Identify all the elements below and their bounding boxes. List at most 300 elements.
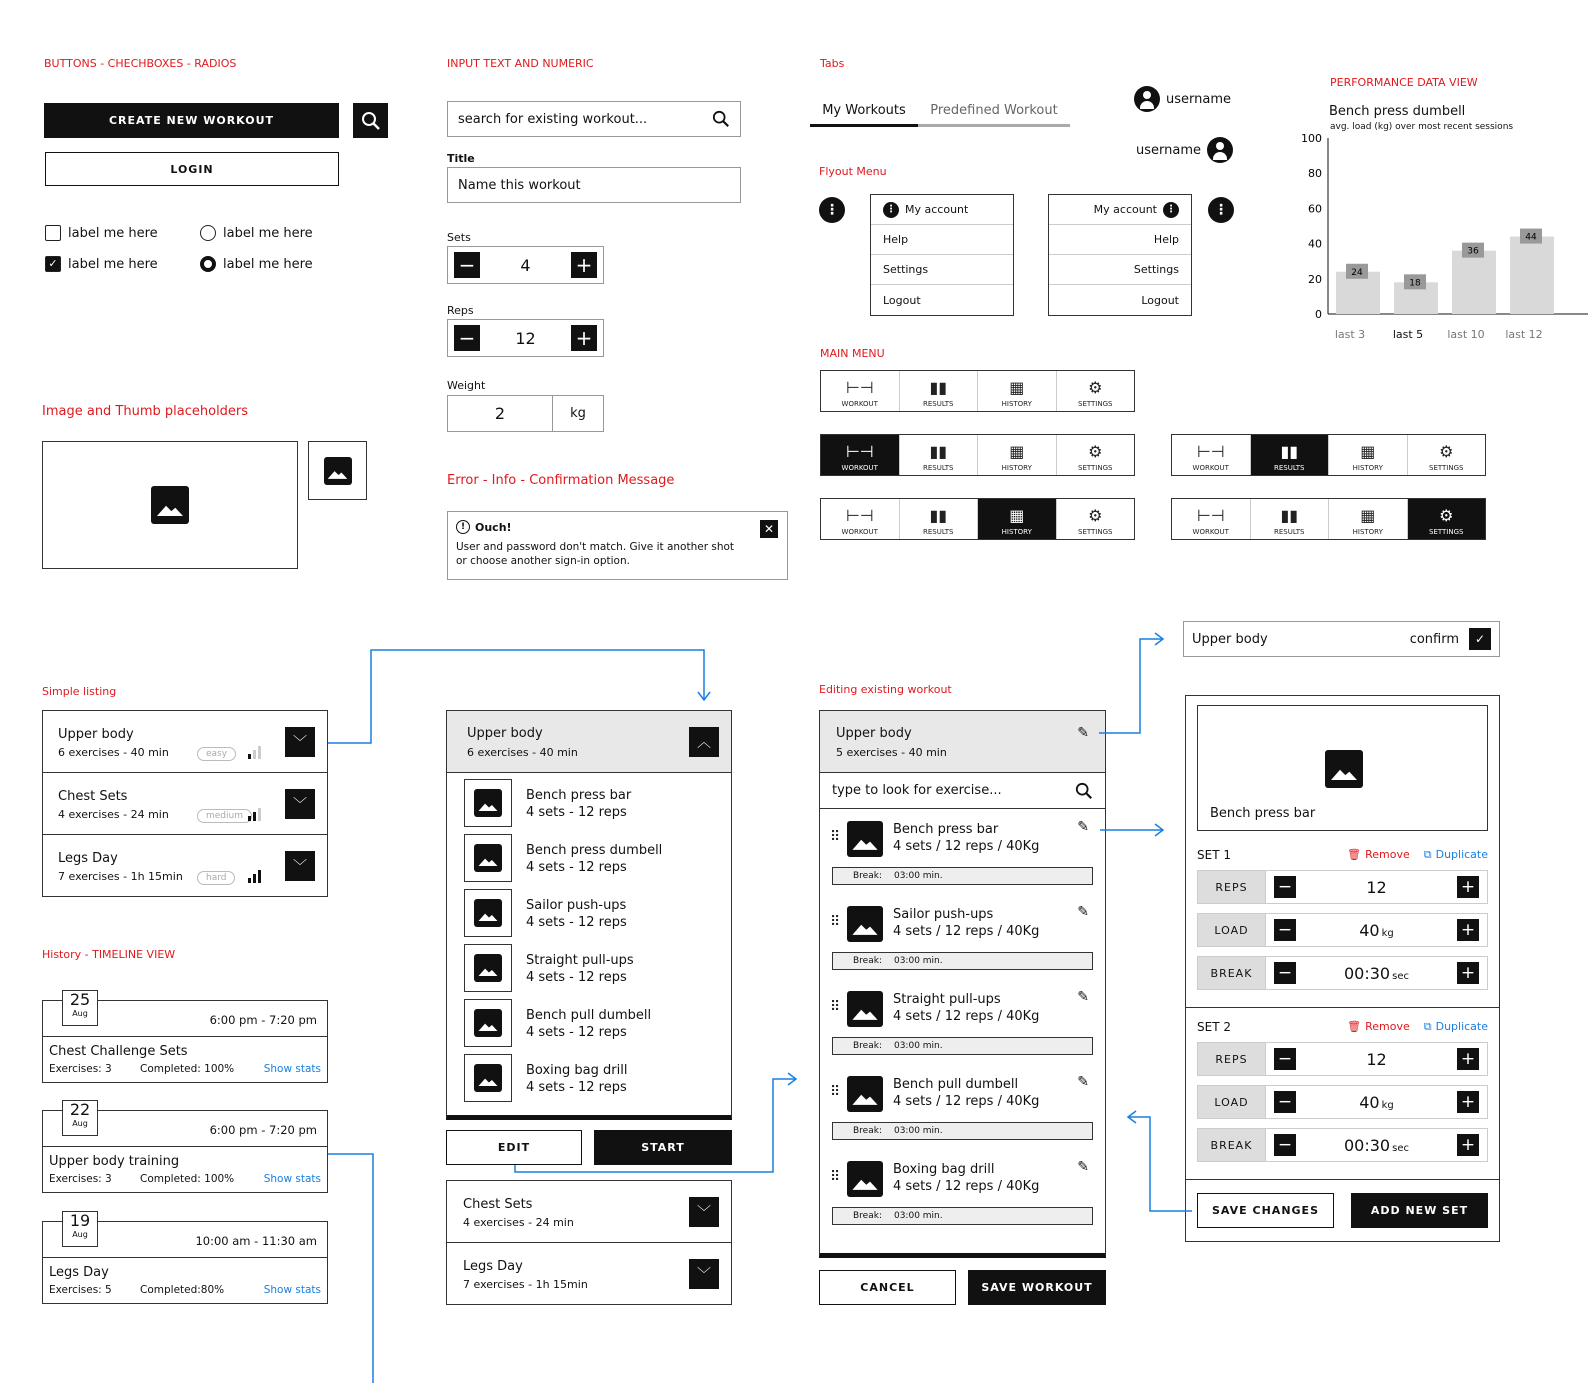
edit-exercise-item bbox=[820, 979, 1105, 1064]
section-label-simple-listing: Simple listing bbox=[42, 685, 117, 698]
reps-stepper[interactable] bbox=[1197, 1042, 1488, 1076]
user-chip-right[interactable] bbox=[1136, 137, 1233, 163]
exercise-thumb bbox=[464, 944, 512, 992]
pencil-icon[interactable]: ✎ bbox=[1077, 819, 1089, 835]
reps-value: 12 bbox=[1366, 877, 1387, 897]
edit-header bbox=[820, 711, 1105, 773]
sets-stepper[interactable] bbox=[447, 246, 604, 284]
exercise-name: Bench press bar bbox=[1210, 806, 1316, 821]
break-value: 00:30 bbox=[1344, 1135, 1391, 1155]
search-button[interactable] bbox=[353, 103, 388, 138]
completion: Completed:80% bbox=[140, 1284, 225, 1296]
pencil-icon[interactable]: ✎ bbox=[1077, 904, 1089, 920]
date-month: Aug bbox=[72, 1230, 88, 1239]
break-bar[interactable] bbox=[832, 1207, 1093, 1225]
search-input[interactable] bbox=[447, 101, 741, 137]
workout-title: Upper body bbox=[58, 727, 134, 742]
exercise-name: Boxing bag drill bbox=[526, 1063, 628, 1078]
calendar-date bbox=[62, 990, 98, 1026]
plus-button[interactable]: + bbox=[1457, 1048, 1479, 1070]
main-menu-results-active bbox=[1171, 434, 1486, 476]
exercise-thumb bbox=[464, 889, 512, 937]
radio-selected[interactable] bbox=[200, 256, 313, 272]
exercise-thumb bbox=[464, 834, 512, 882]
duplicate-button[interactable] bbox=[1424, 848, 1488, 862]
exercise-item[interactable] bbox=[447, 1048, 731, 1103]
workout-meta: 4 exercises - 24 min bbox=[463, 1216, 574, 1229]
plus-button[interactable]: + bbox=[1457, 1134, 1479, 1156]
menu-results[interactable]: ▮▮ RESULTS bbox=[900, 435, 979, 475]
menu-workout[interactable]: ⊢⊣ WORKOUT bbox=[821, 435, 900, 475]
alert-icon: ! bbox=[456, 520, 470, 534]
calendar-icon: ▦ bbox=[1360, 442, 1376, 461]
plus-button[interactable]: + bbox=[1457, 919, 1479, 941]
gear-icon: ⚙ bbox=[1088, 442, 1103, 461]
y-tick-label: 100 bbox=[1301, 132, 1322, 145]
exercise-item[interactable] bbox=[447, 773, 731, 828]
minus-button[interactable]: − bbox=[1274, 919, 1296, 941]
show-stats-link[interactable]: Show stats bbox=[263, 1284, 321, 1296]
load-unit: kg bbox=[1381, 927, 1394, 939]
plus-button[interactable]: + bbox=[1457, 876, 1479, 898]
image-icon bbox=[151, 486, 189, 524]
sets-label: Sets bbox=[447, 231, 471, 244]
dumbbell-icon: ⊢⊣ bbox=[845, 506, 874, 525]
list-item[interactable] bbox=[43, 711, 327, 773]
image-icon bbox=[847, 906, 883, 942]
checkbox-label: label me here bbox=[68, 256, 158, 272]
search-input-text: search for existing workout... bbox=[458, 111, 648, 127]
y-tick-label: 20 bbox=[1308, 272, 1322, 286]
remove-button[interactable] bbox=[1347, 848, 1410, 862]
exercise-meta: 4 sets - 12 reps bbox=[526, 805, 627, 820]
exercise-search-text: type to look for exercise... bbox=[832, 783, 1002, 798]
calendar-date bbox=[62, 1211, 98, 1247]
chart-subtitle: avg. load (kg) over most recent sessions bbox=[1330, 122, 1514, 132]
menu-settings[interactable]: ⚙ SETTINGS bbox=[1078, 442, 1113, 472]
exercise-thumb bbox=[464, 1054, 512, 1102]
break-value: 00:30 bbox=[1344, 963, 1391, 983]
exercise-thumb bbox=[464, 999, 512, 1047]
menu-settings[interactable]: ⚙ SETTINGS bbox=[1078, 378, 1113, 408]
history-entry bbox=[42, 1211, 328, 1304]
copy-icon: ⧉ bbox=[1423, 848, 1432, 861]
show-stats-link[interactable]: Show stats bbox=[263, 1063, 321, 1075]
minus-button[interactable]: − bbox=[1274, 1048, 1296, 1070]
flyout-menu-left bbox=[870, 194, 1014, 316]
drag-handle-icon[interactable]: ⠿ bbox=[830, 829, 839, 845]
exercise-meta: 4 sets - 12 reps bbox=[526, 1025, 627, 1040]
trash-icon: 🗑 bbox=[1347, 1020, 1362, 1033]
reps-label: Reps bbox=[447, 304, 474, 317]
y-tick-label: 60 bbox=[1308, 202, 1322, 216]
break-label: Break: bbox=[853, 1126, 882, 1136]
weight-value: 2 bbox=[448, 396, 553, 431]
menu-workout[interactable]: ⊢⊣ WORKOUT bbox=[1172, 499, 1251, 539]
flyout-account[interactable] bbox=[871, 195, 1013, 225]
duplicate-label: Duplicate bbox=[1435, 1020, 1488, 1033]
pencil-icon[interactable]: ✎ bbox=[1077, 989, 1089, 1005]
close-icon[interactable]: ✕ bbox=[760, 520, 778, 538]
plus-button[interactable]: + bbox=[571, 325, 597, 351]
gear-icon: ⚙ bbox=[1088, 378, 1103, 397]
break-value: 03:00 min. bbox=[893, 1211, 943, 1221]
set-label: SET 2 bbox=[1197, 1020, 1231, 1034]
exercise-name: Straight pull-ups bbox=[893, 992, 1001, 1007]
message-body: User and password don't match. Give it another shot or choose another sign-in option. bbox=[456, 541, 735, 567]
exercise-count: Exercises: 5 bbox=[49, 1284, 112, 1296]
exercise-name: Bench pull dumbell bbox=[526, 1008, 652, 1023]
edit-button[interactable]: EDIT bbox=[446, 1130, 582, 1165]
history-entry bbox=[42, 990, 328, 1083]
divider bbox=[43, 1257, 327, 1258]
reps-stepper[interactable] bbox=[1197, 870, 1488, 904]
exercise-item[interactable] bbox=[447, 938, 731, 993]
calendar-icon: ▦ bbox=[1009, 442, 1025, 461]
user-chip-left[interactable] bbox=[1134, 86, 1231, 112]
menu-history[interactable]: ▦ HISTORY bbox=[1329, 499, 1408, 539]
exercise-item[interactable] bbox=[447, 993, 731, 1048]
signal-icon bbox=[248, 807, 261, 821]
reps-label: REPS bbox=[1198, 871, 1266, 903]
break-bar[interactable] bbox=[832, 1037, 1093, 1055]
image-icon bbox=[847, 1161, 883, 1197]
list-item[interactable] bbox=[43, 835, 327, 897]
set-header bbox=[1197, 846, 1488, 864]
rename-input[interactable] bbox=[1183, 621, 1500, 657]
chevron-down-icon[interactable]: ﹀ bbox=[285, 789, 315, 819]
title-input[interactable] bbox=[447, 167, 741, 203]
flyout-menu-right bbox=[1048, 194, 1192, 316]
data-label: 44 bbox=[1525, 232, 1537, 243]
session-time: 6:00 pm - 7:20 pm bbox=[209, 1123, 317, 1137]
checkmark-icon: ✓ bbox=[45, 256, 61, 272]
difficulty-badge: easy bbox=[197, 747, 236, 761]
weight-input[interactable] bbox=[447, 395, 604, 432]
workout-title: Chest Sets bbox=[58, 789, 128, 804]
session-title: Upper body training bbox=[49, 1154, 180, 1169]
radio-circle bbox=[200, 225, 216, 241]
workout-meta: 6 exercises - 40 min bbox=[467, 746, 578, 759]
minus-button[interactable]: − bbox=[454, 252, 480, 278]
break-label: BREAK bbox=[1198, 957, 1266, 989]
load-label: LOAD bbox=[1198, 914, 1266, 946]
checkbox-checked[interactable] bbox=[45, 256, 158, 272]
signal-icon bbox=[248, 745, 261, 759]
workout-title: Chest Sets bbox=[463, 1197, 533, 1212]
image-icon bbox=[1325, 750, 1363, 788]
x-tick-label: last 5 bbox=[1392, 328, 1424, 341]
load-value: 40 bbox=[1359, 920, 1380, 940]
dumbbell-icon: ⊢⊣ bbox=[845, 378, 874, 397]
date-month: Aug bbox=[72, 1119, 88, 1128]
reps-value: 12 bbox=[515, 328, 536, 348]
drag-handle-icon[interactable]: ⠿ bbox=[830, 999, 839, 1015]
bar bbox=[1510, 237, 1554, 314]
tab-predefined-workout[interactable]: Predefined Workout bbox=[930, 103, 1058, 118]
bar bbox=[1452, 251, 1496, 314]
edit-exercise-list bbox=[820, 809, 1105, 1234]
calendar-icon: ▦ bbox=[1009, 378, 1025, 397]
search-icon bbox=[1075, 782, 1093, 800]
workout-title: Legs Day bbox=[463, 1259, 523, 1274]
load-label: LOAD bbox=[1198, 1086, 1266, 1118]
chevron-down-icon[interactable]: ﹀ bbox=[689, 1259, 719, 1289]
minus-button[interactable]: − bbox=[1274, 1091, 1296, 1113]
y-tick-label: 80 bbox=[1308, 167, 1322, 181]
section-label-images: Image and Thumb placeholders bbox=[42, 404, 249, 419]
expanded-header[interactable] bbox=[447, 711, 731, 773]
image-icon bbox=[474, 1009, 502, 1037]
chevron-down-icon[interactable]: ﹀ bbox=[285, 727, 315, 757]
exercise-item[interactable] bbox=[447, 883, 731, 938]
session-time: 10:00 am - 11:30 am bbox=[195, 1234, 317, 1248]
flyout-logout[interactable]: Logout bbox=[1141, 293, 1179, 307]
flyout-settings[interactable]: Settings bbox=[1049, 255, 1191, 285]
radio-unselected[interactable] bbox=[200, 225, 313, 241]
section-label-flyout: Flyout Menu bbox=[819, 165, 887, 178]
break-label: Break: bbox=[853, 956, 882, 966]
calendar-date bbox=[62, 1100, 98, 1136]
drag-handle-icon[interactable]: ⠿ bbox=[830, 1084, 839, 1100]
break-unit: sec bbox=[1392, 970, 1409, 982]
break-stepper[interactable] bbox=[1197, 1128, 1488, 1162]
exercise-item[interactable] bbox=[447, 828, 731, 883]
exercise-meta: 4 sets / 12 reps / 40Kg bbox=[893, 924, 1040, 939]
duplicate-button[interactable] bbox=[1424, 1020, 1488, 1034]
menu-history[interactable]: ▦ HISTORY bbox=[1329, 435, 1408, 475]
reps-value: 12 bbox=[1366, 1049, 1387, 1069]
load-unit: kg bbox=[1381, 1099, 1394, 1111]
session-title: Legs Day bbox=[49, 1265, 109, 1280]
copy-icon: ⧉ bbox=[1423, 1020, 1432, 1033]
exercise-meta: 4 sets / 12 reps / 40Kg bbox=[893, 1094, 1040, 1109]
minus-button[interactable]: − bbox=[1274, 876, 1296, 898]
session-time: 6:00 pm - 7:20 pm bbox=[209, 1013, 317, 1027]
break-value: 03:00 min. bbox=[893, 871, 943, 881]
avatar-icon bbox=[1207, 137, 1233, 163]
weight-label: Weight bbox=[447, 379, 486, 392]
minus-button[interactable]: − bbox=[454, 325, 480, 351]
search-icon bbox=[712, 110, 730, 128]
edit-exercise-item bbox=[820, 1064, 1105, 1149]
image-icon bbox=[474, 954, 502, 982]
exercise-meta: 4 sets - 12 reps bbox=[526, 1080, 627, 1095]
flyout-account[interactable] bbox=[1049, 195, 1191, 225]
list-item[interactable] bbox=[447, 1243, 731, 1305]
divider bbox=[43, 1146, 327, 1147]
checkmark-icon[interactable]: ✓ bbox=[1469, 628, 1491, 650]
divider bbox=[43, 1036, 327, 1037]
expanded-workout bbox=[446, 710, 732, 1120]
load-value: 40 bbox=[1359, 1092, 1380, 1112]
menu-workout[interactable]: ⊢⊣ WORKOUT bbox=[821, 499, 900, 539]
divider bbox=[1186, 1179, 1499, 1180]
section-label-performance: PERFORMANCE DATA VIEW bbox=[1330, 76, 1478, 89]
menu-workout[interactable]: ⊢⊣ WORKOUT bbox=[821, 371, 900, 411]
thumb-placeholder bbox=[308, 441, 367, 500]
chevron-down-icon[interactable]: ﹀ bbox=[689, 1197, 719, 1227]
set-group bbox=[1197, 1018, 1488, 1162]
radio-label: label me here bbox=[223, 256, 313, 272]
show-stats-link[interactable]: Show stats bbox=[263, 1173, 321, 1185]
rename-value: Upper body bbox=[1192, 631, 1268, 647]
set-header bbox=[1197, 1018, 1488, 1036]
load-stepper[interactable] bbox=[1197, 1085, 1488, 1119]
exercise-meta: 4 sets - 12 reps bbox=[526, 860, 627, 875]
exercise-meta: 4 sets / 12 reps / 40Kg bbox=[893, 1009, 1040, 1024]
save-workout-button[interactable]: SAVE WORKOUT bbox=[968, 1270, 1106, 1305]
exercise-thumb bbox=[464, 779, 512, 827]
username: username bbox=[1166, 91, 1231, 107]
bar-chart-icon: ▮▮ bbox=[1280, 442, 1299, 461]
calendar-icon: ▦ bbox=[1009, 506, 1025, 525]
completion: Completed: 100% bbox=[140, 1063, 235, 1075]
exercise-image bbox=[1197, 705, 1488, 831]
bar-chart-icon: ▮▮ bbox=[1280, 506, 1299, 525]
workout-meta: 4 exercises - 24 min bbox=[58, 808, 169, 821]
break-unit: sec bbox=[1392, 1142, 1409, 1154]
checkbox-unchecked[interactable] bbox=[45, 225, 158, 241]
exercise-detail-panel bbox=[1185, 695, 1500, 1242]
session-title: Chest Challenge Sets bbox=[49, 1044, 188, 1059]
bar-chart-icon: ▮▮ bbox=[929, 506, 948, 525]
menu-results[interactable]: ▮▮ RESULTS bbox=[900, 371, 979, 411]
list-item[interactable] bbox=[43, 773, 327, 835]
remove-label: Remove bbox=[1365, 848, 1410, 861]
flyout-account-label: My account bbox=[905, 203, 969, 216]
exercise-name: Bench press dumbell bbox=[526, 843, 663, 858]
radio-circle bbox=[200, 256, 216, 272]
workout-meta: 5 exercises - 40 min bbox=[836, 746, 947, 759]
dumbbell-icon: ⊢⊣ bbox=[1196, 442, 1225, 461]
edit-exercise-item bbox=[820, 894, 1105, 979]
search-icon bbox=[361, 111, 381, 131]
title-label: Title bbox=[447, 152, 475, 165]
plus-button[interactable]: + bbox=[571, 252, 597, 278]
workout-title: Legs Day bbox=[58, 851, 118, 866]
history-entry bbox=[42, 1100, 328, 1193]
remove-button[interactable] bbox=[1347, 1020, 1410, 1034]
radio-label: label me here bbox=[223, 225, 313, 241]
flyout-settings[interactable]: Settings bbox=[871, 255, 1013, 285]
tab-my-workouts[interactable]: My Workouts bbox=[810, 103, 918, 127]
add-new-set-button[interactable]: ADD NEW SET bbox=[1351, 1193, 1488, 1228]
break-bar[interactable] bbox=[832, 1122, 1093, 1140]
weight-unit: kg bbox=[570, 406, 586, 421]
reps-stepper[interactable] bbox=[447, 319, 604, 357]
exercise-count: Exercises: 3 bbox=[49, 1063, 112, 1075]
exercise-name: Bench pull dumbell bbox=[893, 1077, 1019, 1092]
login-button[interactable]: LOGIN bbox=[45, 152, 339, 186]
break-stepper[interactable] bbox=[1197, 956, 1488, 990]
load-stepper[interactable] bbox=[1197, 913, 1488, 947]
break-bar[interactable] bbox=[832, 867, 1093, 885]
menu-results[interactable]: ▮▮ RESULTS bbox=[1251, 435, 1330, 475]
chevron-up-icon[interactable]: ︿ bbox=[689, 727, 719, 757]
start-button[interactable]: START bbox=[594, 1130, 732, 1165]
gear-icon: ⚙ bbox=[1088, 506, 1103, 525]
exercise-search-input[interactable] bbox=[820, 773, 1105, 809]
break-label: BREAK bbox=[1198, 1129, 1266, 1161]
plus-button[interactable]: + bbox=[1457, 1091, 1479, 1113]
error-message bbox=[447, 511, 788, 580]
drag-handle-icon[interactable]: ⠿ bbox=[830, 914, 839, 930]
flyout-logout[interactable]: Logout bbox=[883, 293, 921, 307]
workout-title: Upper body bbox=[836, 726, 912, 741]
menu-results[interactable]: ▮▮ RESULTS bbox=[900, 499, 979, 539]
exercise-meta: 4 sets / 12 reps / 40Kg bbox=[893, 839, 1040, 854]
cancel-button[interactable]: CANCEL bbox=[819, 1270, 956, 1305]
duplicate-label: Duplicate bbox=[1435, 848, 1488, 861]
menu-history[interactable]: ▦ HISTORY bbox=[978, 499, 1057, 539]
image-icon bbox=[324, 457, 352, 485]
workout-meta: 7 exercises - 1h 15min bbox=[58, 870, 183, 883]
chevron-down-icon[interactable]: ﹀ bbox=[285, 851, 315, 881]
menu-settings[interactable]: ⚙ SETTINGS bbox=[1408, 499, 1486, 539]
reps-label: REPS bbox=[1198, 1043, 1266, 1075]
workout-meta: 7 exercises - 1h 15min bbox=[463, 1278, 588, 1291]
save-changes-button[interactable]: SAVE CHANGES bbox=[1197, 1193, 1334, 1228]
chart-title: Bench press dumbell bbox=[1329, 104, 1466, 119]
break-value: 03:00 min. bbox=[893, 1041, 943, 1051]
pencil-icon[interactable]: ✎ bbox=[1077, 1074, 1089, 1090]
calendar-icon: ▦ bbox=[1360, 506, 1376, 525]
main-menu-settings-active bbox=[1171, 498, 1486, 540]
break-value: 03:00 min. bbox=[893, 956, 943, 966]
menu-results[interactable]: ▮▮ RESULTS bbox=[1251, 499, 1330, 539]
pencil-icon[interactable]: ✎ bbox=[1077, 725, 1089, 741]
menu-settings[interactable]: ⚙ SETTINGS bbox=[1429, 442, 1464, 472]
create-workout-button[interactable]: CREATE NEW WORKOUT bbox=[44, 103, 339, 138]
break-bar[interactable] bbox=[832, 952, 1093, 970]
data-label: 36 bbox=[1467, 246, 1479, 257]
menu-workout[interactable]: ⊢⊣ WORKOUT bbox=[1172, 435, 1251, 475]
gear-icon: ⚙ bbox=[1439, 442, 1454, 461]
minus-button[interactable]: − bbox=[1274, 1134, 1296, 1156]
menu-history[interactable]: ▦ HISTORY bbox=[978, 435, 1057, 475]
trash-icon: 🗑 bbox=[1347, 848, 1362, 861]
avatar-icon bbox=[1134, 86, 1160, 112]
more-icon[interactable]: ⋮ bbox=[819, 197, 845, 223]
username: username bbox=[1136, 142, 1201, 158]
remove-label: Remove bbox=[1365, 1020, 1410, 1033]
minus-button[interactable]: − bbox=[1274, 962, 1296, 984]
more-icon[interactable]: ⋮ bbox=[1208, 197, 1234, 223]
set-label: SET 1 bbox=[1197, 848, 1231, 862]
image-icon bbox=[474, 844, 502, 872]
list-item[interactable] bbox=[447, 1181, 731, 1243]
plus-button[interactable]: + bbox=[1457, 962, 1479, 984]
edit-workout-panel bbox=[819, 710, 1106, 1258]
break-label: Break: bbox=[853, 871, 882, 881]
menu-history[interactable]: ▦ HISTORY bbox=[978, 371, 1057, 411]
flyout-help[interactable]: Help bbox=[1049, 225, 1191, 255]
y-tick-label: 0 bbox=[1315, 308, 1322, 321]
main-menu-history-active bbox=[820, 498, 1135, 540]
flyout-help[interactable]: Help bbox=[871, 225, 1013, 255]
signal-icon bbox=[248, 869, 261, 883]
exercise-list bbox=[447, 773, 731, 1103]
drag-handle-icon[interactable]: ⠿ bbox=[830, 1169, 839, 1185]
image-icon bbox=[847, 1076, 883, 1112]
exercise-count: Exercises: 3 bbox=[49, 1173, 112, 1185]
exercise-name: Bench press bar bbox=[526, 788, 632, 803]
section-label-buttons: BUTTONS - CHECHBOXES - RADIOS bbox=[44, 57, 237, 70]
menu-settings[interactable]: ⚙ SETTINGS bbox=[1078, 506, 1113, 536]
exercise-name: Sailor push-ups bbox=[526, 898, 627, 913]
pencil-icon[interactable]: ✎ bbox=[1077, 1159, 1089, 1175]
